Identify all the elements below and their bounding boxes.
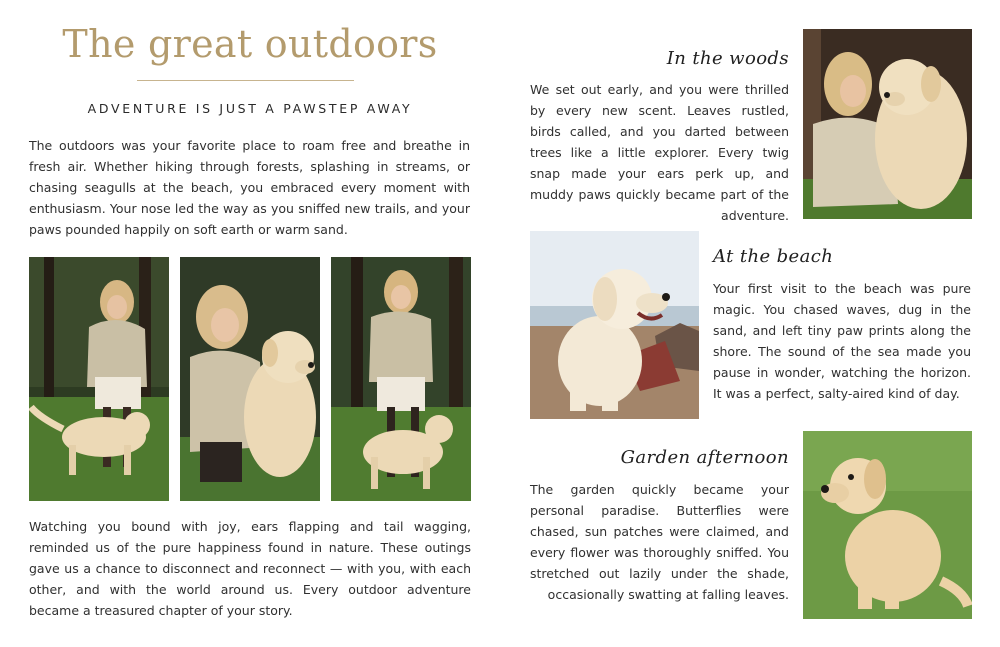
photo-walking-dog bbox=[29, 257, 169, 501]
section-title-woods: In the woods bbox=[666, 48, 789, 69]
photo-hugging-dog bbox=[180, 257, 320, 501]
page-subtitle: ADVENTURE IS JUST A PAWSTEP AWAY bbox=[87, 101, 413, 116]
title-divider bbox=[137, 80, 354, 81]
photo-woods bbox=[803, 29, 972, 219]
intro-paragraph: The outdoors was your favorite place to roam free and breathe in fresh air. Whether hiking through forests, splashing in streams, or chasing seagulls at the beach, you embraced every moment with enthusiasm. Your nose led the way as you sniffed new trails, and your paws pounded happily on soft earth or warm sand. bbox=[29, 138, 470, 237]
section-text-beach: Your first visit to the beach was pure magic. You chased waves, dug in the sand, and left tiny paw prints along the shore. The sound of the sea made you pause in wonder, watching the horizon. It was a perfect, salty-aired kind of day. bbox=[713, 281, 971, 401]
section-text-woods: We set out early, and you were thrilled by every new scent. Leaves rustled, birds called, and you darted between trees like a little explorer. Every twig snap made your ears perk up, and muddy paws quickly became part of the adventure. bbox=[530, 82, 789, 223]
photo-beach bbox=[530, 231, 699, 419]
photo-leash-dog bbox=[331, 257, 471, 501]
page-title: The great outdoors bbox=[62, 22, 438, 66]
outro-paragraph: Watching you bound with joy, ears flapping and tail wagging, reminded us of the pure happiness found in nature. These outings gave us a chance to disconnect and reconnect — with you, with each other, and with the world around us. Every outdoor adventure became a treasured chapter of your story. bbox=[29, 519, 471, 618]
section-title-beach: At the beach bbox=[713, 246, 834, 267]
section-title-garden: Garden afternoon bbox=[620, 447, 789, 468]
section-text-garden: The garden quickly became your personal paradise. Butterflies were chased, sun patches were claimed, and every flower was thoroughly sniffed. You stretched out lazily under the shade, occasionally swatting at falling leaves. bbox=[530, 482, 789, 602]
photo-garden bbox=[803, 431, 972, 619]
